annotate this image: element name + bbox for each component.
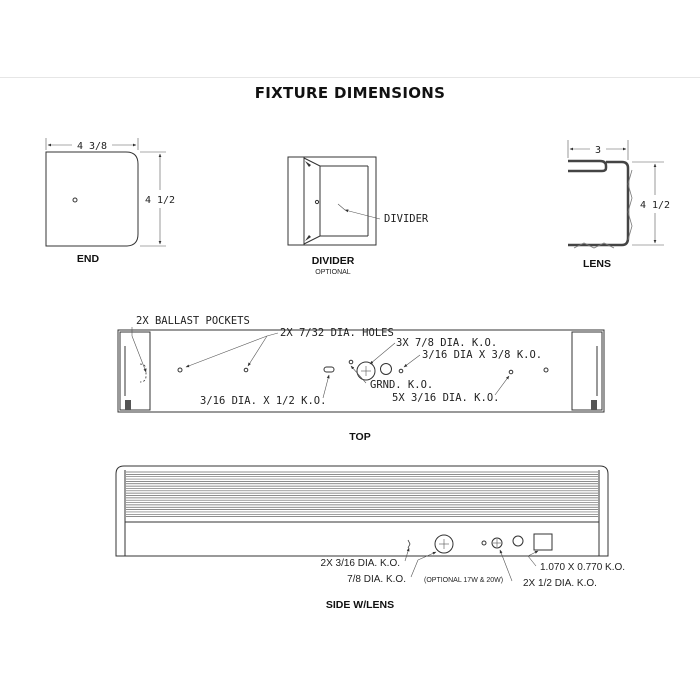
top-label: TOP <box>349 431 371 443</box>
top-callout-ballast-pockets: 2X BALLAST POCKETS <box>136 315 250 327</box>
side-callout-ko-2x-1-2: 2X 1/2 DIA. K.O. <box>523 578 597 589</box>
side-callout-ko-2x-3-16: 2X 3/16 DIA. K.O. <box>320 558 400 569</box>
lens-height-dim: 4 1/2 <box>639 200 671 211</box>
end-label: END <box>76 253 100 265</box>
divider-callout: DIVIDER <box>384 213 429 225</box>
lens-label: LENS <box>582 258 612 270</box>
top-view <box>118 315 604 443</box>
divider-label: DIVIDER <box>311 255 355 267</box>
divider-sublabel: OPTIONAL <box>315 269 351 276</box>
lens-view <box>568 140 670 270</box>
side-callout-rect-ko: 1.070 X 0.770 K.O. <box>540 562 626 573</box>
end-view <box>46 138 175 265</box>
divider-view <box>288 157 429 276</box>
side-callout-optional: (OPTIONAL 17W & 20W) <box>424 577 504 584</box>
lens-width-dim: 3 <box>594 145 602 156</box>
top-callout-holes: 2X 7/32 DIA. HOLES <box>280 327 394 339</box>
lens-ribs <box>126 472 598 517</box>
side-view <box>116 466 625 611</box>
top-callout-ko-3-16-x-1-2: 3/16 DIA. X 1/2 K.O. <box>200 395 327 407</box>
side-label: SIDE W/LENS <box>325 599 395 611</box>
top-callout-ko-7-8: 3X 7/8 DIA. K.O. <box>396 337 498 349</box>
page-title: FIXTURE DIMENSIONS <box>254 84 446 102</box>
end-width-dim: 4 3/8 <box>76 141 108 152</box>
top-callout-ko-5x-3-16: 5X 3/16 DIA. K.O. <box>392 392 500 404</box>
top-callout-ko-3-16-x-3-8: 3/16 DIA X 3/8 K.O. <box>422 349 543 361</box>
top-callout-grnd-ko: GRND. K.O. <box>370 379 434 391</box>
end-height-dim: 4 1/2 <box>144 195 176 206</box>
side-callout-ko-7-8: 7/8 DIA. K.O. <box>347 574 406 585</box>
